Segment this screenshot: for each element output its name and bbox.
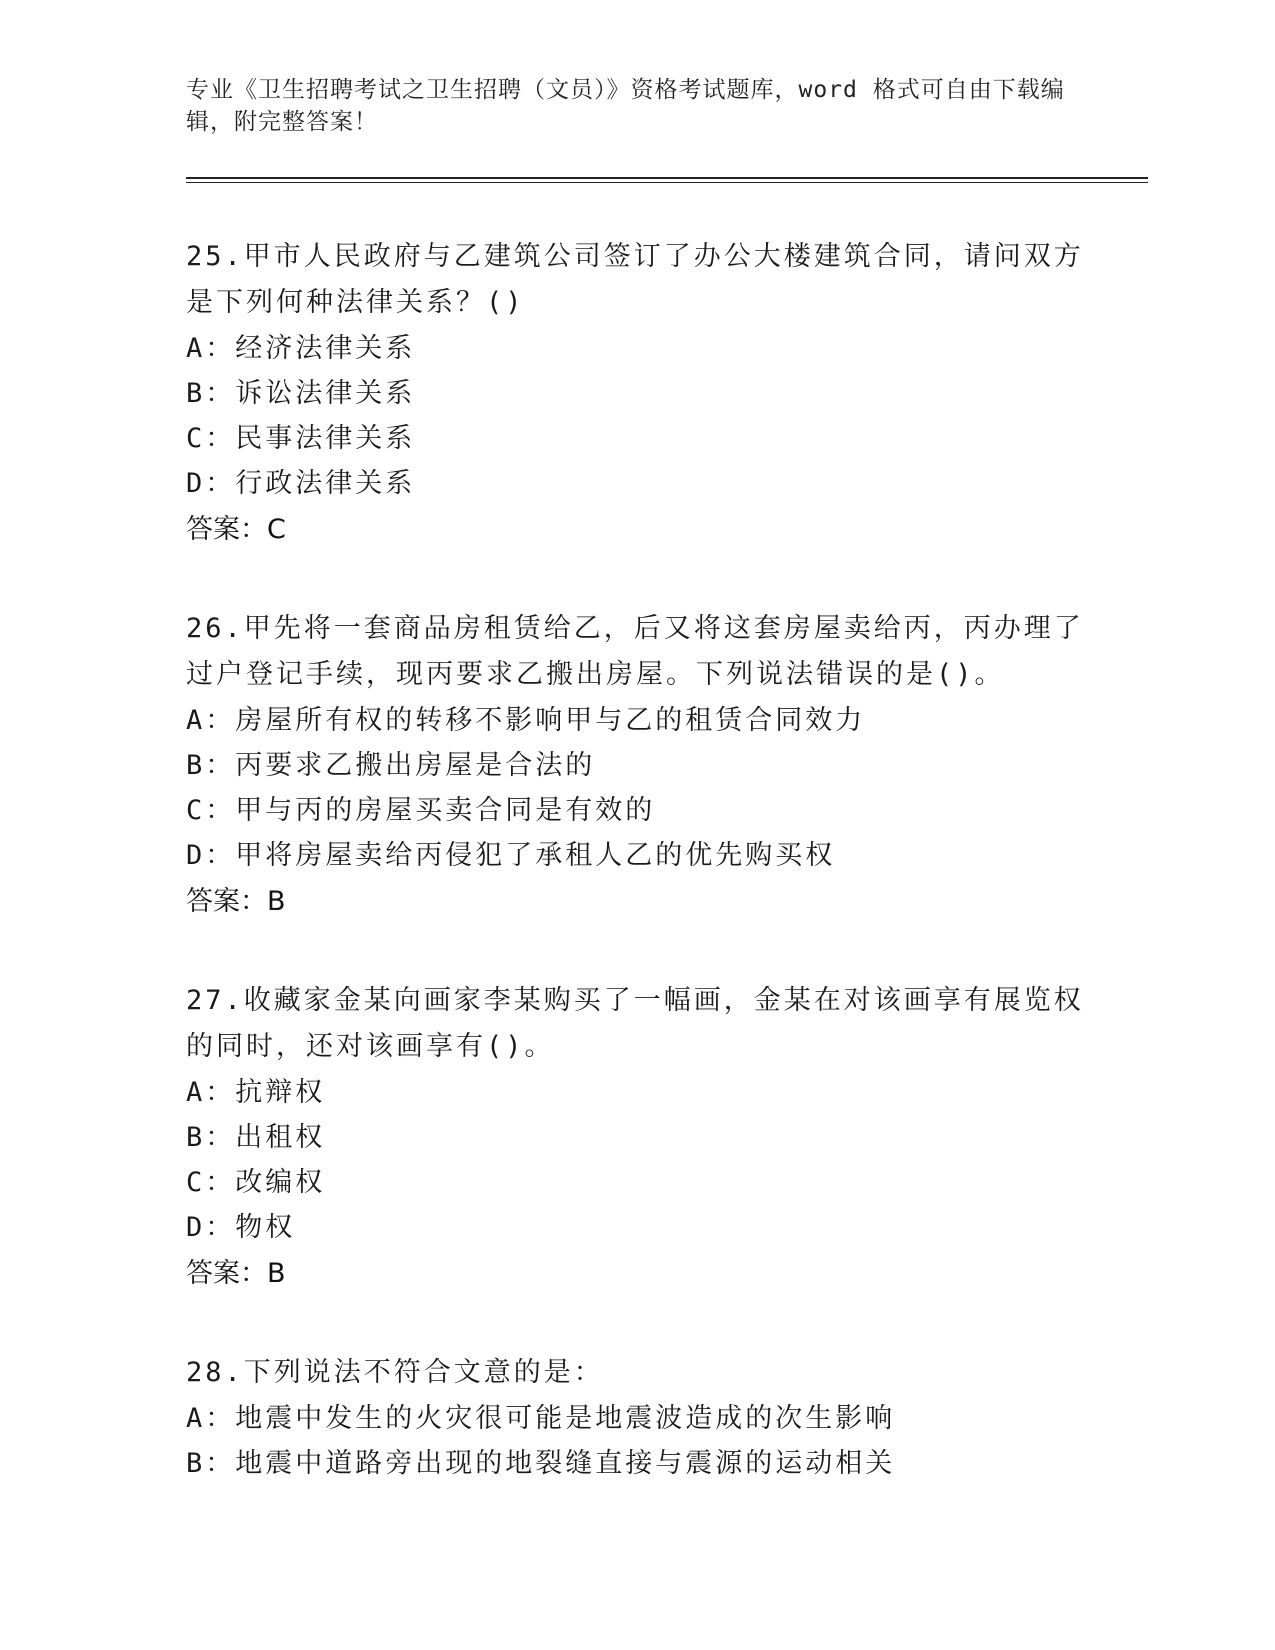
question-stem: 25.甲市人民政府与乙建筑公司签订了办公大楼建筑合同，请问双方是下列何种法律关系？()	[186, 241, 1084, 318]
question-stem: 27.收藏家金某向画家李某购买了一幅画，金某在对该画享有展览权的同时，还对该画享有()。	[186, 985, 1084, 1062]
option-c: C：甲与丙的房屋买卖合同是有效的	[186, 795, 656, 826]
answer-label: 答案：C	[186, 514, 286, 545]
option-b: B：诉讼法律关系	[186, 378, 416, 409]
option-a: A：房屋所有权的转移不影响甲与乙的租赁合同效力	[186, 705, 866, 736]
option-d: D：行政法律关系	[186, 468, 416, 499]
question-28	[186, 1350, 1086, 1486]
option-a: A：经济法律关系	[186, 333, 416, 364]
option-b: B：地震中道路旁出现的地裂缝直接与震源的运动相关	[186, 1448, 896, 1479]
document-header: 专业《卫生招聘考试之卫生招聘（文员）》资格考试题库，word 格式可自由下载编辑，附完整答案！	[186, 77, 1065, 135]
question-list	[186, 234, 1086, 1538]
question-25	[186, 234, 1086, 554]
option-d: D：甲将房屋卖给丙侵犯了承租人乙的优先购买权	[186, 840, 836, 871]
option-c: C：民事法律关系	[186, 423, 416, 454]
question-27	[186, 978, 1086, 1298]
question-26	[186, 606, 1086, 926]
header-divider	[186, 177, 1148, 179]
option-b: B：出租权	[186, 1122, 326, 1153]
answer-label: 答案：B	[186, 886, 286, 917]
question-stem: 26.甲先将一套商品房租赁给乙，后又将这套房屋卖给丙，丙办理了过户登记手续，现丙要求乙搬出房屋。下列说法错误的是()。	[186, 613, 1084, 690]
option-b: B：丙要求乙搬出房屋是合法的	[186, 750, 596, 781]
option-a: A：地震中发生的火灾很可能是地震波造成的次生影响	[186, 1403, 896, 1434]
option-d: D：物权	[186, 1212, 296, 1243]
question-stem: 28.下列说法不符合文意的是：	[186, 1357, 604, 1388]
option-a: A：抗辩权	[186, 1077, 326, 1108]
option-c: C：改编权	[186, 1167, 326, 1198]
header-divider-thin	[186, 182, 1148, 183]
answer-label: 答案：B	[186, 1258, 286, 1289]
